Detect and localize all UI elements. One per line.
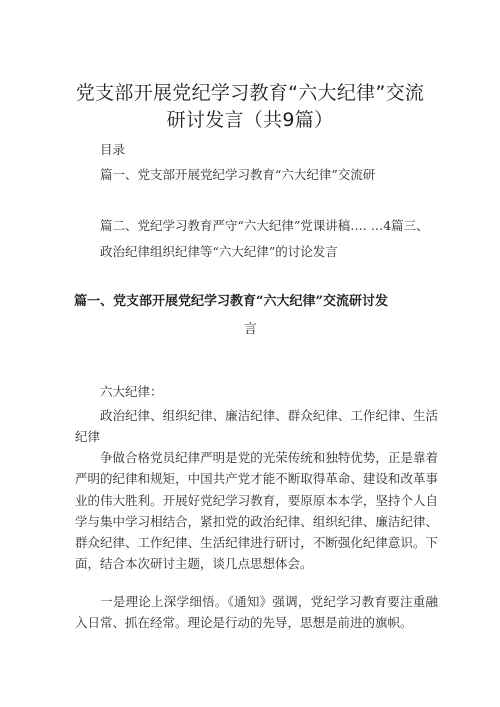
body-paragraph-2: 一是理论上深学细悟。《通知》强调，党纪学习教育要注重融入日常、抓在经常。理论是行动的先导，思想是前进的旗帜。 xyxy=(75,594,438,631)
discipline-list: 政治纪律、组织纪律、廉洁纪律、群众纪律、工作纪律、生活纪律 xyxy=(75,408,438,445)
toc-item-2-line2[interactable]: 政治纪律组织纪律等“六大纪律”的讨论发言 xyxy=(100,244,338,259)
toc-item-1[interactable]: 篇一、党支部开展党纪学习教育“六大纪律”交流研 xyxy=(100,167,376,182)
discipline-label: 六大纪律： xyxy=(100,384,163,399)
document-title-line2: 研讨发言（共9篇） xyxy=(166,109,334,131)
section-heading: 篇一、党支部开展党纪学习教育“六大纪律”交流研讨发 xyxy=(74,294,388,309)
toc-label: 目录 xyxy=(100,142,126,157)
document-title-line1: 党支部开展党纪学习教育“六大纪律”交流 xyxy=(75,82,425,104)
section-heading-continued: 言 xyxy=(244,322,258,337)
toc-item-2-line1[interactable]: 篇二、党纪学习教育严守“六大纪律”党课讲稿…. …4篇三、 xyxy=(100,218,429,233)
body-paragraph-1: 争做合格党员纪律严明是党的光荣传统和独特优势，正是靠着严明的纪律和规矩，中国共产党才能不断取得革命、建设和改革事业的伟大胜利。开展好党纪学习教育，要原原本本学，坚持个人自学与集中学习相结合，紧扣党的政治纪律、组织纪律、廉洁纪律、群众纪律、工作纪律、生活纪律进行研讨，不断强化纪律意识。下面，结合本次研讨主题，谈几点思想体会。 xyxy=(75,450,438,572)
